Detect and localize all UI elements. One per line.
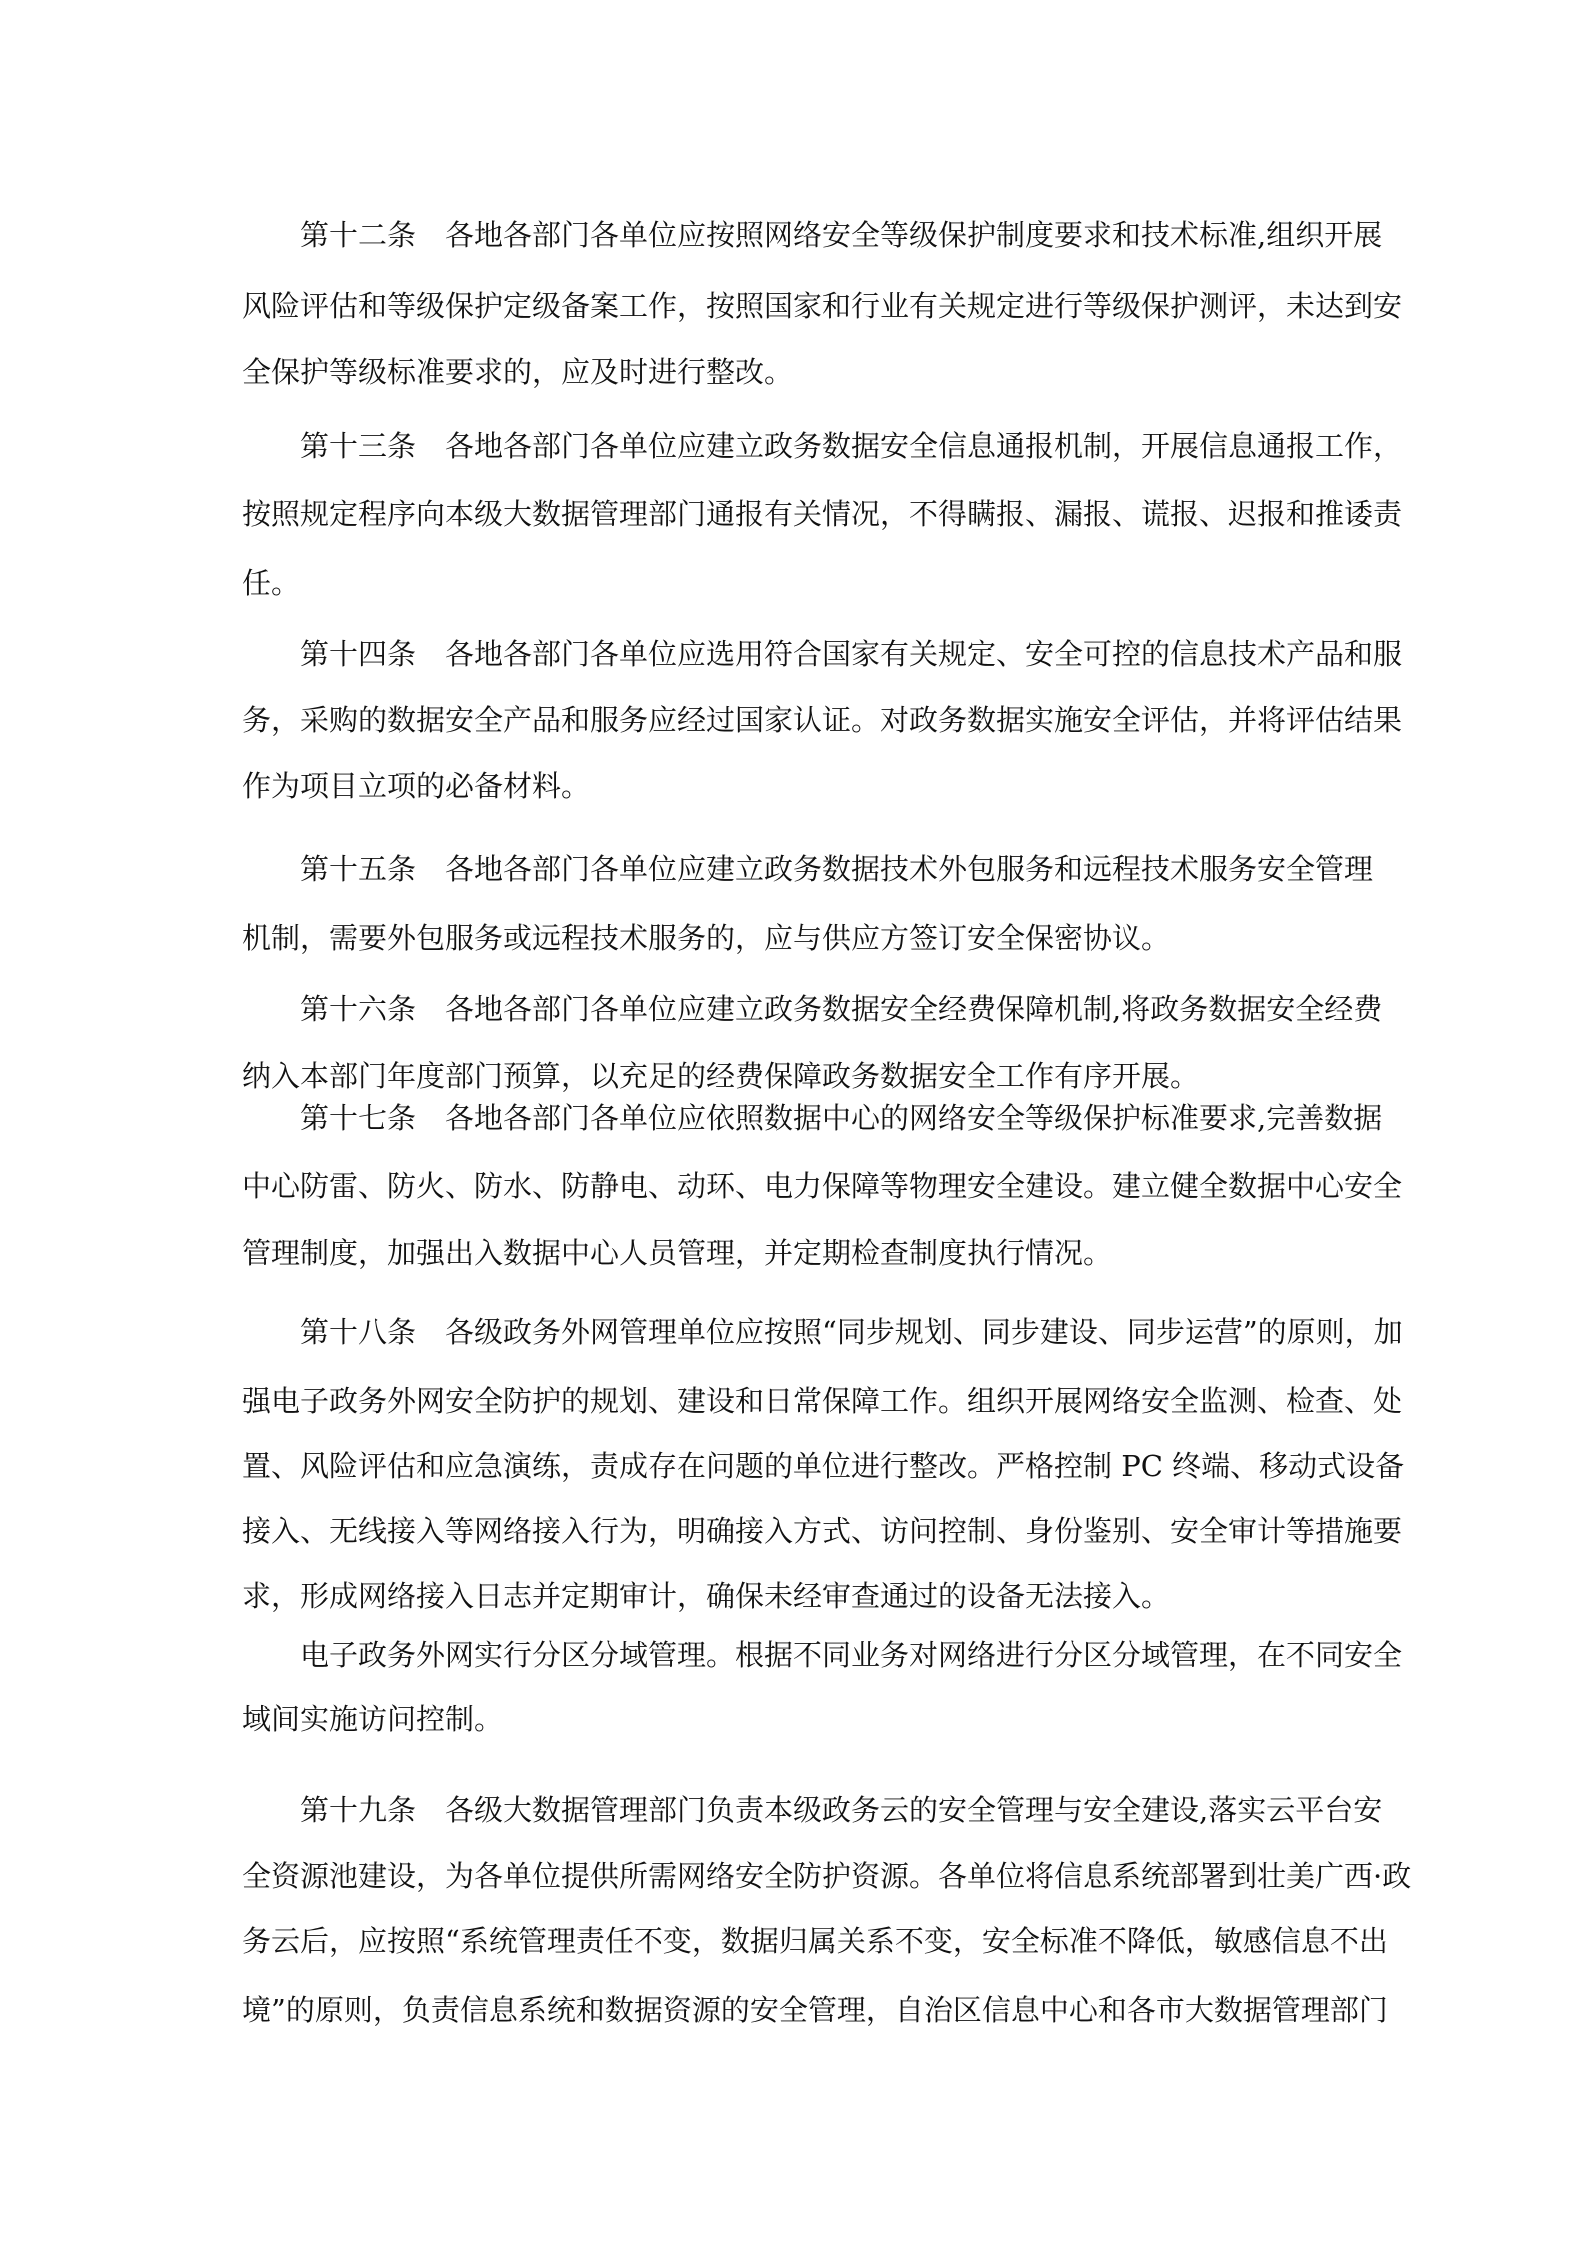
text-line: 风险评估和等级保护定级备案工作，按照国家和行业有关规定进行等级保护测评，未达到安 (242, 289, 1403, 323)
text-line: 第十二条 各地各部门各单位应按照网络安全等级保护制度要求和技术标准,组织开展 (300, 218, 1383, 252)
text-line: 第十六条 各地各部门各单位应建立政务数据安全经费保障机制,将政务数据安全经费 (300, 992, 1383, 1026)
text-line: 任。 (242, 566, 301, 600)
text-line: 第十三条 各地各部门各单位应建立政务数据安全信息通报机制，开展信息通报工作， (300, 429, 1403, 463)
text-line: 第十九条 各级大数据管理部门负责本级政务云的安全管理与安全建设,落实云平台安 (300, 1793, 1383, 1827)
text-line: 求，形成网络接入日志并定期审计，确保未经审查通过的设备无法接入。 (242, 1579, 1171, 1613)
text-line: 全保护等级标准要求的，应及时进行整改。 (242, 355, 794, 389)
text-line: 作为项目立项的必备材料。 (242, 769, 591, 803)
text-line: 务云后，应按照“系统管理责任不变，数据归属关系不变，安全标准不降低，敏感信息不出 (242, 1924, 1388, 1958)
text-line: 全资源池建设，为各单位提供所需网络安全防护资源。各单位将信息系统部署到壮美广西·政 (242, 1859, 1412, 1893)
text-line: 中心防雷、防火、防水、防静电、动环、电力保障等物理安全建设。建立健全数据中心安全 (242, 1169, 1403, 1203)
text-line: 第十七条 各地各部门各单位应依照数据中心的网络安全等级保护标准要求,完善数据 (300, 1101, 1383, 1135)
text-line: 纳入本部门年度部门预算，以充足的经费保障政务数据安全工作有序开展。 (242, 1059, 1200, 1093)
text-line: 接入、无线接入等网络接入行为，明确接入方式、访问控制、身份鉴别、安全审计等措施要 (242, 1514, 1403, 1548)
text-line: 务，采购的数据安全产品和服务应经过国家认证。对政务数据实施安全评估，并将评估结果 (242, 703, 1403, 737)
text-line: 管理制度，加强出入数据中心人员管理，并定期检查制度执行情况。 (242, 1236, 1113, 1270)
text-line: 强电子政务外网安全防护的规划、建设和日常保障工作。组织开展网络安全监测、检查、处 (242, 1384, 1403, 1418)
text-line: 按照规定程序向本级大数据管理部门通报有关情况，不得瞒报、漏报、谎报、迟报和推诿责 (242, 497, 1403, 531)
text-line: 机制，需要外包服务或远程技术服务的，应与供应方签订安全保密协议。 (242, 921, 1171, 955)
text-line: 第十四条 各地各部门各单位应选用符合国家有关规定、安全可控的信息技术产品和服 (300, 637, 1403, 671)
text-line: 域间实施访问控制。 (242, 1702, 504, 1736)
text-line: 第十八条 各级政务外网管理单位应按照“同步规划、同步建设、同步运营”的原则，加 (300, 1315, 1403, 1349)
text-line: 境”的原则，负责信息系统和数据资源的安全管理，自治区信息中心和各市大数据管理部门 (242, 1993, 1388, 2027)
text-line: 电子政务外网实行分区分域管理。根据不同业务对网络进行分区分域管理，在不同安全 (300, 1638, 1403, 1672)
text-line: 第十五条 各地各部门各单位应建立政务数据技术外包服务和远程技术服务安全管理 (300, 852, 1374, 886)
text-line: 置、风险评估和应急演练，责成存在问题的单位进行整改。严格控制 PC 终端、移动式设备 (242, 1449, 1405, 1483)
